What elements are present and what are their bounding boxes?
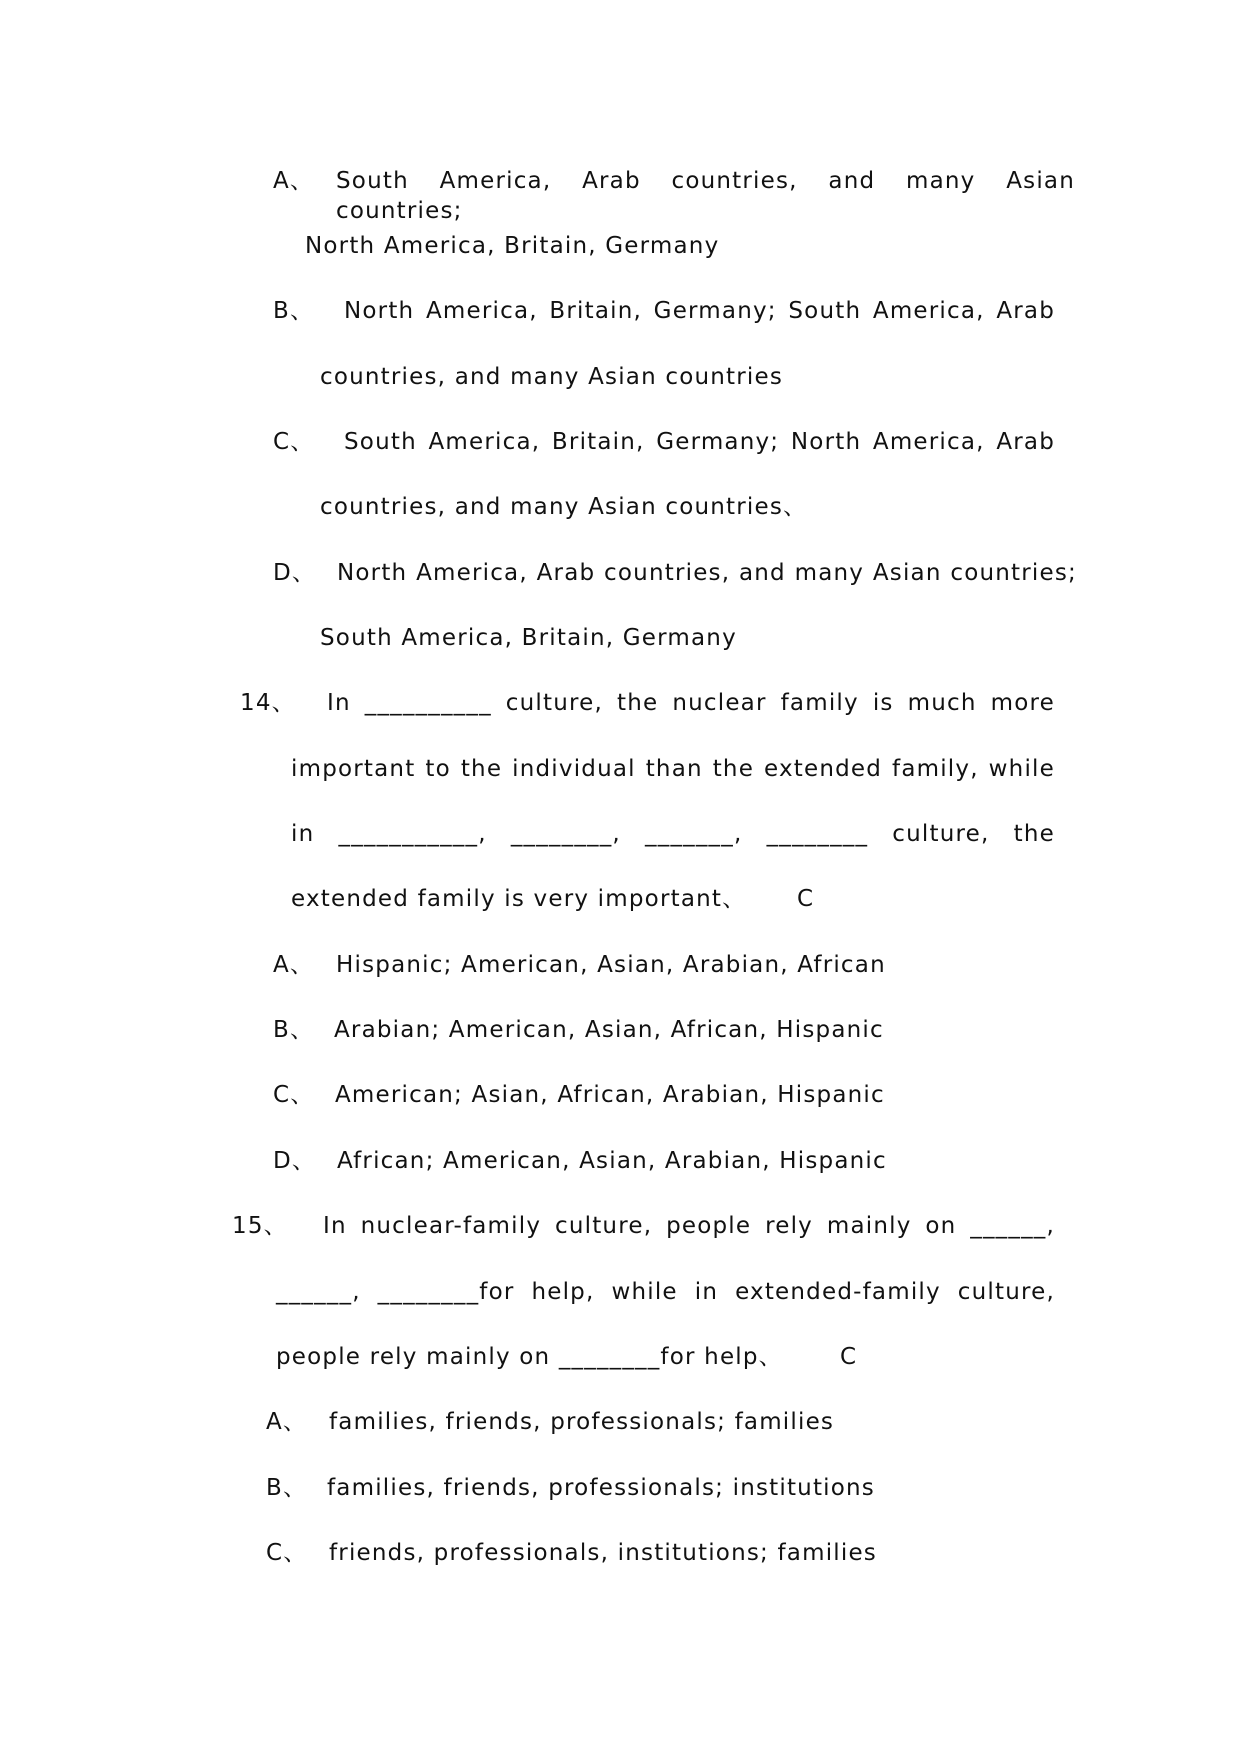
q15-option-b-text: families, friends, professionals; institutions xyxy=(327,1475,875,1501)
q15-option-c-label: C、 xyxy=(266,1540,308,1566)
q15-stem-line3: people rely mainly on ________for help、 xyxy=(276,1344,783,1370)
q14-option-c-label: C、 xyxy=(273,1082,315,1108)
q14-option-a-text: Hispanic; American, Asian, Arabian, African xyxy=(336,952,886,978)
q14-answer: C xyxy=(797,886,815,912)
q13-option-b-line2: countries, and many Asian countries xyxy=(320,364,784,390)
q15-number: 15、 xyxy=(232,1213,288,1239)
q15-option-a-label: A、 xyxy=(266,1409,308,1435)
q14-option-a-label: A、 xyxy=(273,952,315,978)
q13-option-c-line2: countries, and many Asian countries、 xyxy=(320,494,808,520)
q13-option-a-label: A、 xyxy=(273,168,315,194)
q13-option-a-line2: North America, Britain, Germany xyxy=(305,233,720,259)
q14-stem-line1: In __________ culture, the nuclear family is much more xyxy=(327,690,1055,716)
q13-option-c-label: C、 xyxy=(273,429,315,455)
q14-option-b-label: B、 xyxy=(273,1017,315,1043)
q15-stem-line2: ______, ________for help, while in extended-family culture, xyxy=(276,1279,1055,1305)
q14-stem-line3: in ___________, ________, _______, ________ culture, the xyxy=(291,821,1055,847)
q14-stem-line2: important to the individual than the extended family, while xyxy=(291,756,1055,782)
q13-option-a-line1: South America, Arab countries, and many Asian countries; xyxy=(336,168,1075,224)
q14-option-b-text: Arabian; American, Asian, African, Hispanic xyxy=(334,1017,884,1043)
q15-option-b-label: B、 xyxy=(266,1475,308,1501)
q14-option-d-text: African; American, Asian, Arabian, Hispanic xyxy=(337,1148,887,1174)
q15-option-c-text: friends, professionals, institutions; families xyxy=(329,1540,877,1566)
q13-option-d-label: D、 xyxy=(273,560,317,586)
q15-answer: C xyxy=(840,1344,858,1370)
q15-option-a-text: families, friends, professionals; families xyxy=(329,1409,835,1435)
q13-option-b-line1: North America, Britain, Germany; South America, Arab xyxy=(344,298,1055,324)
q13-option-d-line2: South America, Britain, Germany xyxy=(320,625,737,651)
q14-stem-line4: extended family is very important、 xyxy=(291,886,747,912)
q13-option-b-label: B、 xyxy=(273,298,315,324)
q14-option-c-text: American; Asian, African, Arabian, Hispanic xyxy=(335,1082,885,1108)
q14-option-d-label: D、 xyxy=(273,1148,317,1174)
q13-option-c-line1: South America, Britain, Germany; North America, Arab xyxy=(344,429,1055,455)
q15-stem-line1: In nuclear-family culture, people rely mainly on ______, xyxy=(323,1213,1055,1239)
q13-option-d-line1: North America, Arab countries, and many Asian countries; xyxy=(337,560,1077,586)
q14-number: 14、 xyxy=(240,690,296,716)
